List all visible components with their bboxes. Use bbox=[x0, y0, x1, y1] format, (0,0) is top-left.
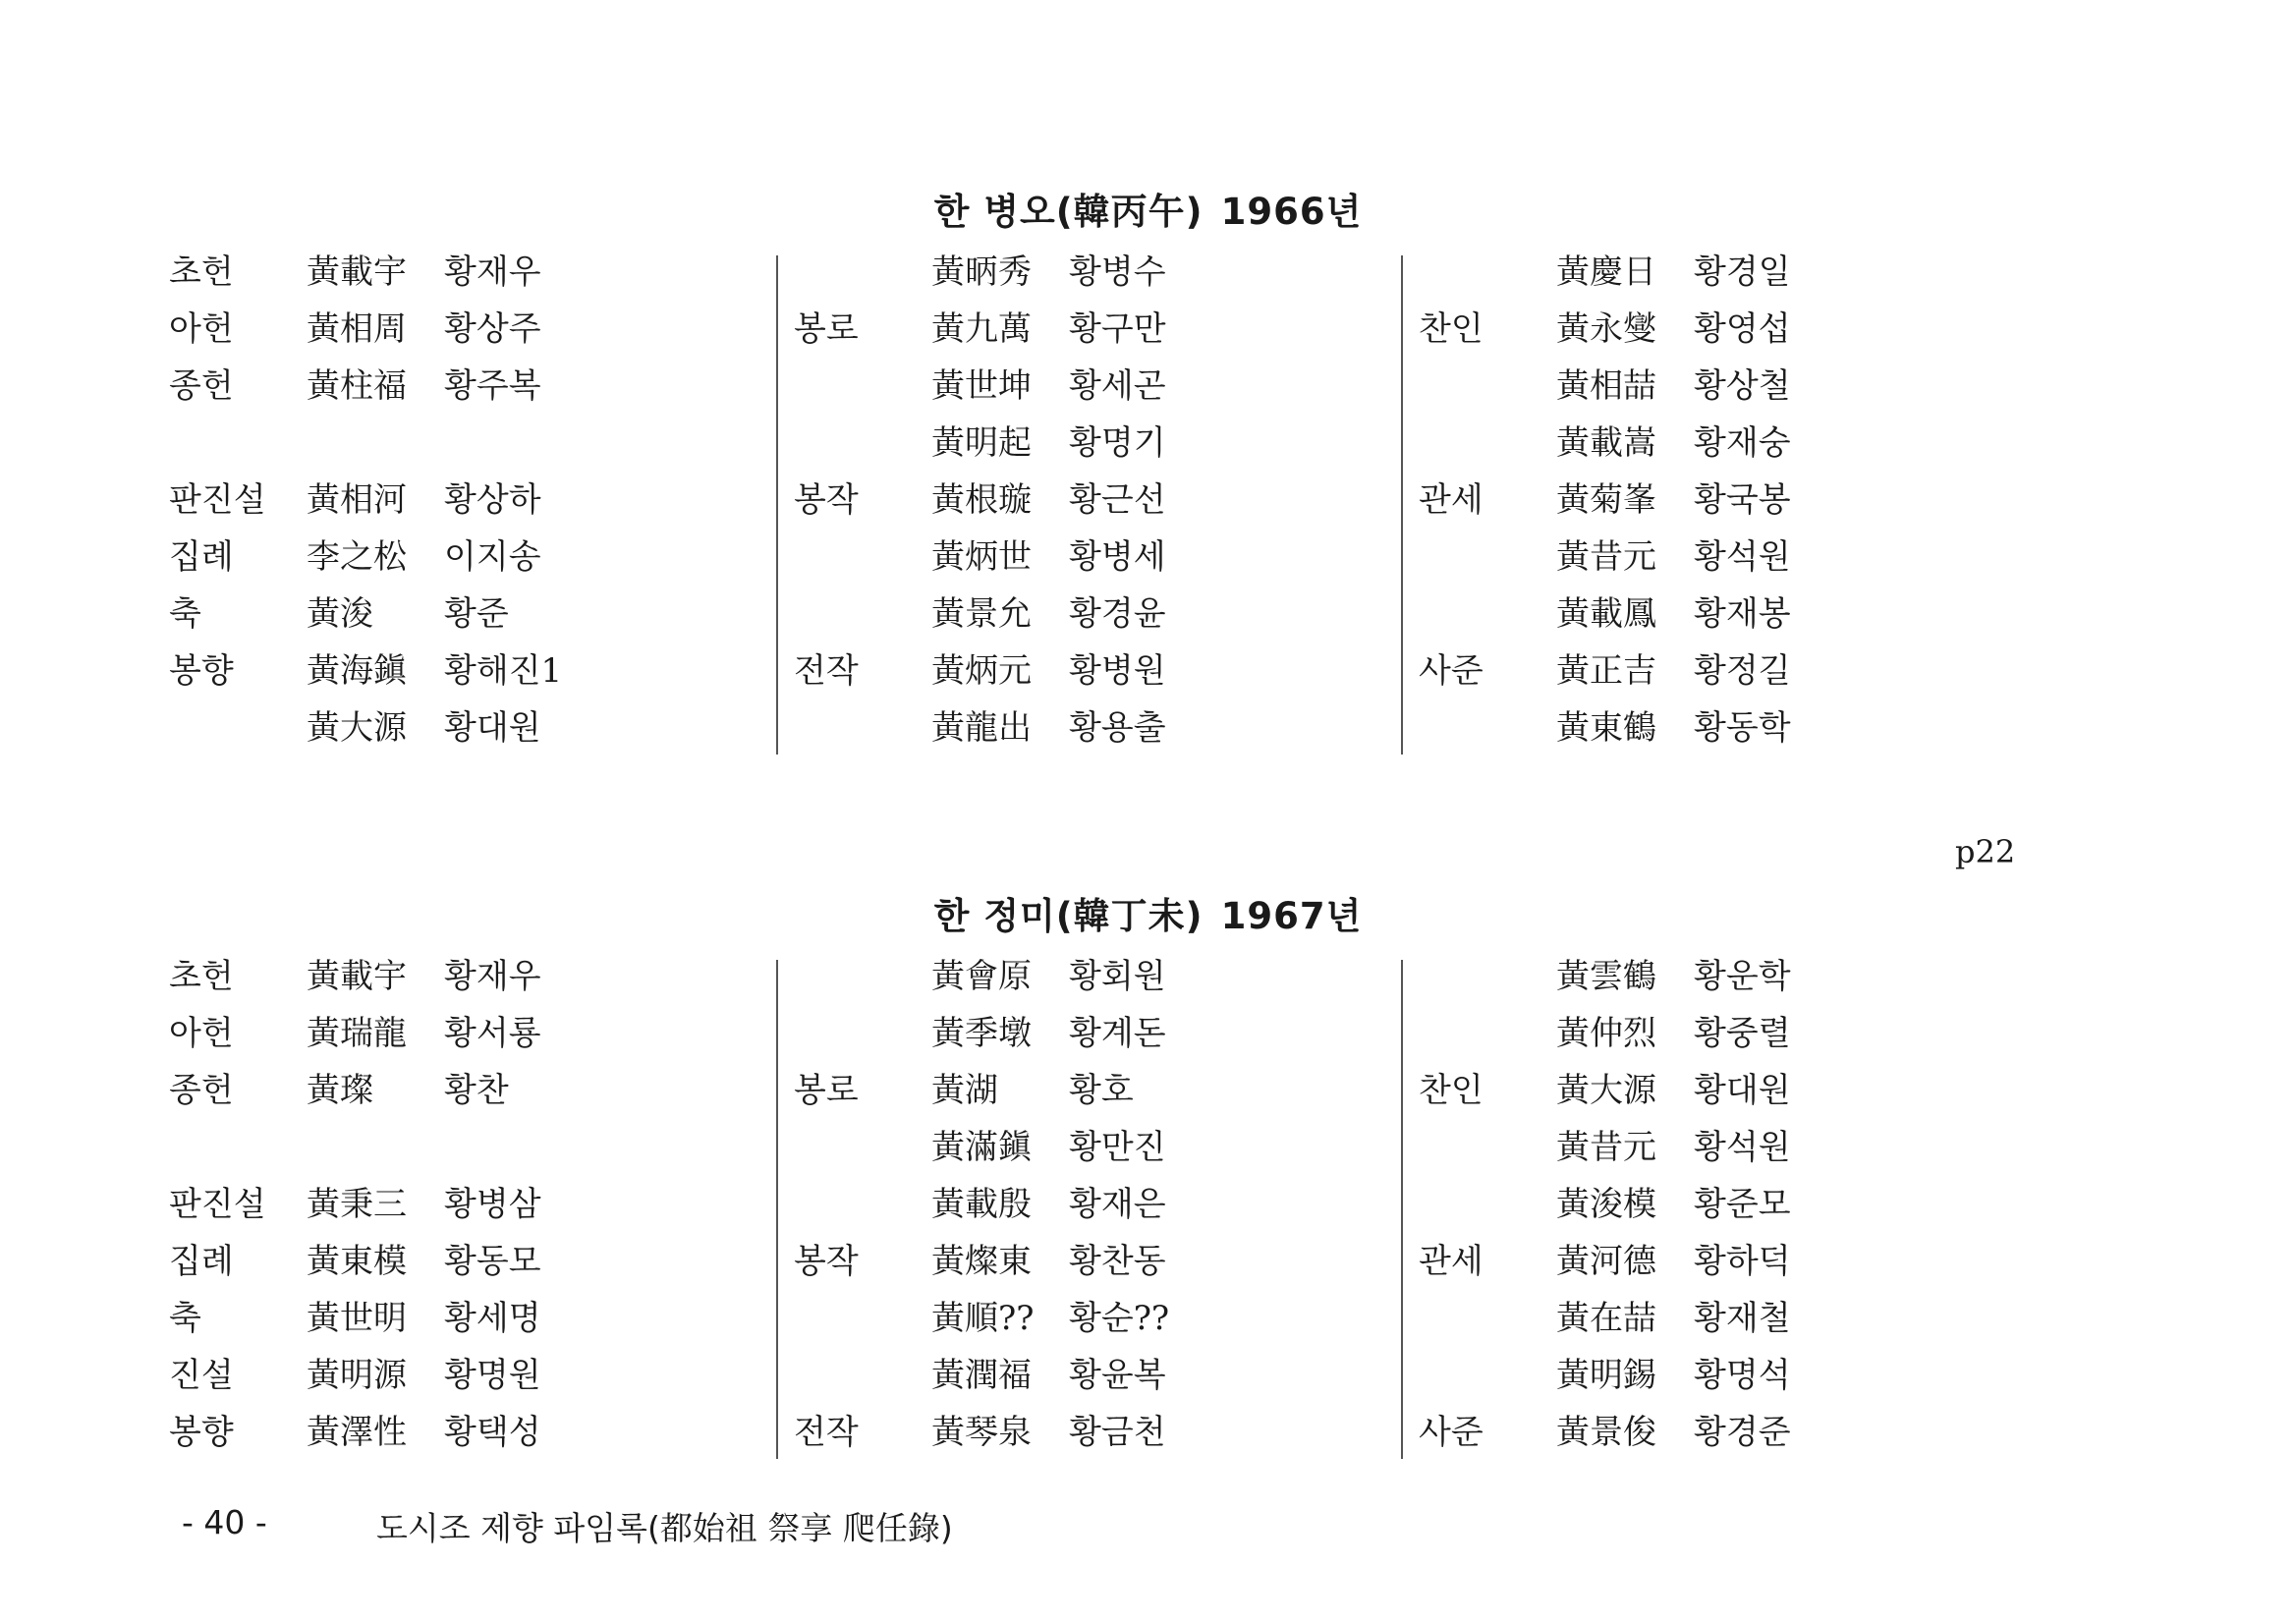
name-korean: 황동학 bbox=[1694, 708, 1791, 748]
column-divider bbox=[1401, 960, 1403, 1459]
name-hanja: 黃潤福 bbox=[931, 1356, 1032, 1395]
role-label: 봉작 bbox=[794, 1242, 859, 1281]
roster-row bbox=[1419, 301, 2008, 358]
roster-row bbox=[794, 1404, 1383, 1461]
roster-row bbox=[794, 415, 1383, 472]
name-korean: 황재숭 bbox=[1694, 423, 1791, 463]
page-reference: p22 bbox=[1955, 833, 2016, 870]
name-korean: 황경일 bbox=[1694, 252, 1791, 292]
roster-row bbox=[169, 1347, 758, 1404]
name-korean: 황경윤 bbox=[1069, 594, 1166, 634]
name-korean: 황하덕 bbox=[1694, 1242, 1791, 1281]
section-title-name: 한 정미(韓丁未) bbox=[933, 895, 1204, 937]
roster-row bbox=[794, 472, 1383, 529]
roster-row bbox=[794, 643, 1383, 699]
name-hanja: 黃雲鶴 bbox=[1556, 957, 1656, 996]
name-hanja: 黃昞秀 bbox=[931, 252, 1032, 292]
name-hanja: 李之松 bbox=[307, 537, 407, 577]
name-korean: 황해진1 bbox=[444, 651, 563, 691]
name-hanja: 黃湖 bbox=[931, 1071, 998, 1110]
name-korean: 황세명 bbox=[444, 1299, 541, 1338]
name-hanja: 黃順?? bbox=[931, 1299, 1035, 1338]
roster-row bbox=[169, 1119, 758, 1176]
name-korean: 황금천 bbox=[1069, 1413, 1166, 1452]
name-korean: 황명기 bbox=[1069, 423, 1166, 463]
name-hanja: 黃景允 bbox=[931, 594, 1032, 634]
name-korean: 황대원 bbox=[444, 708, 541, 748]
role-label: 판진설 bbox=[169, 1185, 266, 1224]
name-korean: 황동모 bbox=[444, 1242, 541, 1281]
name-hanja: 黃明起 bbox=[931, 423, 1032, 463]
name-korean: 황재은 bbox=[1069, 1185, 1166, 1224]
role-label: 아헌 bbox=[169, 1014, 234, 1053]
name-hanja: 黃載宇 bbox=[307, 252, 407, 292]
roster-row bbox=[1419, 586, 2008, 643]
name-korean: 황병세 bbox=[1069, 537, 1166, 577]
name-hanja: 黃仲烈 bbox=[1556, 1014, 1656, 1053]
name-korean: 황찬동 bbox=[1069, 1242, 1166, 1281]
roster-row bbox=[169, 358, 758, 415]
roster-row bbox=[169, 244, 758, 301]
name-hanja: 黃龍出 bbox=[931, 708, 1032, 748]
name-hanja: 黃瑞龍 bbox=[307, 1014, 407, 1053]
name-korean: 황택성 bbox=[444, 1413, 541, 1452]
role-label: 찬인 bbox=[1419, 309, 1484, 349]
roster-row bbox=[1419, 415, 2008, 472]
name-korean: 황명석 bbox=[1694, 1356, 1791, 1395]
name-hanja: 黃炳元 bbox=[931, 651, 1032, 691]
roster-row bbox=[794, 301, 1383, 358]
name-hanja: 黃載嵩 bbox=[1556, 423, 1656, 463]
name-hanja: 黃會原 bbox=[931, 957, 1032, 996]
name-hanja: 黃海鎭 bbox=[307, 651, 407, 691]
roster-grid-1966 bbox=[0, 244, 2296, 755]
column-divider bbox=[1401, 255, 1403, 755]
name-hanja: 黃秉三 bbox=[307, 1185, 407, 1224]
name-korean: 황호 bbox=[1069, 1071, 1134, 1110]
name-hanja: 黃世明 bbox=[307, 1299, 407, 1338]
role-label: 축 bbox=[169, 1299, 201, 1338]
name-korean: 황순?? bbox=[1069, 1299, 1170, 1338]
role-label: 관세 bbox=[1419, 480, 1484, 520]
name-korean: 황용출 bbox=[1069, 708, 1166, 748]
roster-row bbox=[794, 529, 1383, 586]
name-hanja: 黃菊峯 bbox=[1556, 480, 1656, 520]
roster-row bbox=[1419, 1119, 2008, 1176]
role-label: 사준 bbox=[1419, 1413, 1484, 1452]
roster-row bbox=[169, 415, 758, 472]
roster-row bbox=[1419, 1005, 2008, 1062]
name-hanja: 黃載殷 bbox=[931, 1185, 1032, 1224]
name-hanja: 黃世坤 bbox=[931, 366, 1032, 406]
name-korean: 황서룡 bbox=[444, 1014, 541, 1053]
role-label: 종헌 bbox=[169, 366, 234, 406]
name-hanja: 黃昔元 bbox=[1556, 1128, 1656, 1167]
role-label: 봉향 bbox=[169, 1413, 234, 1452]
roster-row bbox=[169, 643, 758, 699]
role-label: 진설 bbox=[169, 1356, 234, 1395]
name-hanja: 黃大源 bbox=[1556, 1071, 1656, 1110]
role-label: 관세 bbox=[1419, 1242, 1484, 1281]
roster-row bbox=[169, 1404, 758, 1461]
role-label: 종헌 bbox=[169, 1071, 234, 1110]
roster-row bbox=[794, 1176, 1383, 1233]
roster-row bbox=[794, 358, 1383, 415]
name-hanja: 黃慶日 bbox=[1556, 252, 1656, 292]
roster-row bbox=[1419, 1404, 2008, 1461]
name-hanja: 黃在喆 bbox=[1556, 1299, 1656, 1338]
name-hanja: 黃明錫 bbox=[1556, 1356, 1656, 1395]
roster-row bbox=[794, 1290, 1383, 1347]
roster-row bbox=[169, 529, 758, 586]
roster-row bbox=[1419, 1233, 2008, 1290]
roster-row bbox=[1419, 244, 2008, 301]
name-korean: 황주복 bbox=[444, 366, 541, 406]
name-hanja: 黃河德 bbox=[1556, 1242, 1656, 1281]
section-title-1966 bbox=[0, 182, 2296, 235]
roster-row bbox=[1419, 948, 2008, 1005]
roster-row bbox=[794, 1347, 1383, 1404]
name-korean: 황구만 bbox=[1069, 309, 1166, 349]
role-label: 초헌 bbox=[169, 957, 234, 996]
roster-grid-1967 bbox=[0, 948, 2296, 1459]
name-korean: 황중렬 bbox=[1694, 1014, 1791, 1053]
name-korean: 황석원 bbox=[1694, 1128, 1791, 1167]
footer-page-number: - 40 - bbox=[182, 1503, 267, 1541]
name-korean: 황찬 bbox=[444, 1071, 509, 1110]
roster-row bbox=[794, 586, 1383, 643]
name-korean: 황재철 bbox=[1694, 1299, 1791, 1338]
name-hanja: 黃柱福 bbox=[307, 366, 407, 406]
name-hanja: 黃正吉 bbox=[1556, 651, 1656, 691]
role-label: 집례 bbox=[169, 537, 234, 577]
name-korean: 황근선 bbox=[1069, 480, 1166, 520]
name-korean: 황세곤 bbox=[1069, 366, 1166, 406]
name-hanja: 黃滿鎭 bbox=[931, 1128, 1032, 1167]
name-hanja: 黃相喆 bbox=[1556, 366, 1656, 406]
role-label: 축 bbox=[169, 594, 201, 634]
name-hanja: 黃浚 bbox=[307, 594, 373, 634]
role-label: 봉작 bbox=[794, 480, 859, 520]
role-label: 판진설 bbox=[169, 480, 266, 520]
roster-row bbox=[1419, 1290, 2008, 1347]
role-label: 전작 bbox=[794, 1413, 859, 1452]
name-hanja: 黃相周 bbox=[307, 309, 407, 349]
name-hanja: 黃澤性 bbox=[307, 1413, 407, 1452]
name-korean: 황국봉 bbox=[1694, 480, 1791, 520]
name-korean: 황윤복 bbox=[1069, 1356, 1166, 1395]
name-hanja: 黃燦東 bbox=[931, 1242, 1032, 1281]
name-korean: 황석원 bbox=[1694, 537, 1791, 577]
name-hanja: 黃景俊 bbox=[1556, 1413, 1656, 1452]
role-label: 찬인 bbox=[1419, 1071, 1484, 1110]
roster-row bbox=[1419, 1347, 2008, 1404]
name-korean: 황재우 bbox=[444, 252, 541, 292]
name-korean: 황명원 bbox=[444, 1356, 541, 1395]
roster-row bbox=[794, 1062, 1383, 1119]
name-korean: 황상철 bbox=[1694, 366, 1791, 406]
roster-row bbox=[794, 244, 1383, 301]
role-label: 사준 bbox=[1419, 651, 1484, 691]
roster-row bbox=[794, 1005, 1383, 1062]
roster-row bbox=[169, 586, 758, 643]
name-korean: 황만진 bbox=[1069, 1128, 1166, 1167]
roster-row bbox=[1419, 643, 2008, 699]
name-hanja: 黃大源 bbox=[307, 708, 407, 748]
roster-row bbox=[794, 1119, 1383, 1176]
name-korean: 황상하 bbox=[444, 480, 541, 520]
roster-row bbox=[169, 1176, 758, 1233]
name-korean: 황재봉 bbox=[1694, 594, 1791, 634]
name-hanja: 黃明源 bbox=[307, 1356, 407, 1395]
roster-row bbox=[794, 1233, 1383, 1290]
name-korean: 황재우 bbox=[444, 957, 541, 996]
name-korean: 황상주 bbox=[444, 309, 541, 349]
roster-row bbox=[169, 699, 758, 756]
name-korean: 황회원 bbox=[1069, 957, 1166, 996]
roster-row bbox=[1419, 358, 2008, 415]
name-korean: 황정길 bbox=[1694, 651, 1791, 691]
section-title-year: 1967년 bbox=[1220, 895, 1363, 937]
role-label: 초헌 bbox=[169, 252, 234, 292]
name-hanja: 黃璨 bbox=[307, 1071, 373, 1110]
name-hanja: 黃根璇 bbox=[931, 480, 1032, 520]
roster-row bbox=[169, 472, 758, 529]
name-korean: 황계돈 bbox=[1069, 1014, 1166, 1053]
roster-row bbox=[169, 301, 758, 358]
role-label: 아헌 bbox=[169, 309, 234, 349]
roster-row bbox=[1419, 1176, 2008, 1233]
name-hanja: 黃浚模 bbox=[1556, 1185, 1656, 1224]
name-korean: 황병원 bbox=[1069, 651, 1166, 691]
roster-row bbox=[169, 1005, 758, 1062]
name-korean: 이지송 bbox=[444, 537, 541, 577]
name-hanja: 黃東模 bbox=[307, 1242, 407, 1281]
name-hanja: 黃炳世 bbox=[931, 537, 1032, 577]
name-korean: 황병수 bbox=[1069, 252, 1166, 292]
name-korean: 황병삼 bbox=[444, 1185, 541, 1224]
name-korean: 황준 bbox=[444, 594, 509, 634]
roster-row bbox=[1419, 699, 2008, 756]
name-korean: 황영섭 bbox=[1694, 309, 1791, 349]
role-label: 봉로 bbox=[794, 309, 859, 349]
section-title-year: 1966년 bbox=[1220, 191, 1363, 233]
name-korean: 황경준 bbox=[1694, 1413, 1791, 1452]
name-korean: 황대원 bbox=[1694, 1071, 1791, 1110]
role-label: 전작 bbox=[794, 651, 859, 691]
roster-row bbox=[1419, 472, 2008, 529]
name-hanja: 黃載鳳 bbox=[1556, 594, 1656, 634]
roster-row bbox=[794, 948, 1383, 1005]
column-divider bbox=[776, 960, 778, 1459]
name-hanja: 黃載宇 bbox=[307, 957, 407, 996]
section-title-name: 한 병오(韓丙午) bbox=[933, 191, 1204, 233]
roster-row bbox=[1419, 529, 2008, 586]
roster-row bbox=[794, 699, 1383, 756]
name-korean: 황운학 bbox=[1694, 957, 1791, 996]
footer-book-title: 도시조 제향 파임록(都始祖 祭享 爬任錄) bbox=[376, 1509, 953, 1547]
role-label: 집례 bbox=[169, 1242, 234, 1281]
roster-row bbox=[169, 948, 758, 1005]
name-hanja: 黃東鶴 bbox=[1556, 708, 1656, 748]
name-hanja: 黃昔元 bbox=[1556, 537, 1656, 577]
column-divider bbox=[776, 255, 778, 755]
name-korean: 황준모 bbox=[1694, 1185, 1791, 1224]
section-title-1967 bbox=[0, 886, 2296, 939]
name-hanja: 黃季墩 bbox=[931, 1014, 1032, 1053]
name-hanja: 黃永燮 bbox=[1556, 309, 1656, 349]
name-hanja: 黃相河 bbox=[307, 480, 407, 520]
name-hanja: 黃九萬 bbox=[931, 309, 1032, 349]
role-label: 봉향 bbox=[169, 651, 234, 691]
roster-row bbox=[169, 1233, 758, 1290]
role-label: 봉로 bbox=[794, 1071, 859, 1110]
roster-row bbox=[1419, 1062, 2008, 1119]
roster-row bbox=[169, 1290, 758, 1347]
name-hanja: 黃琴泉 bbox=[931, 1413, 1032, 1452]
roster-row bbox=[169, 1062, 758, 1119]
